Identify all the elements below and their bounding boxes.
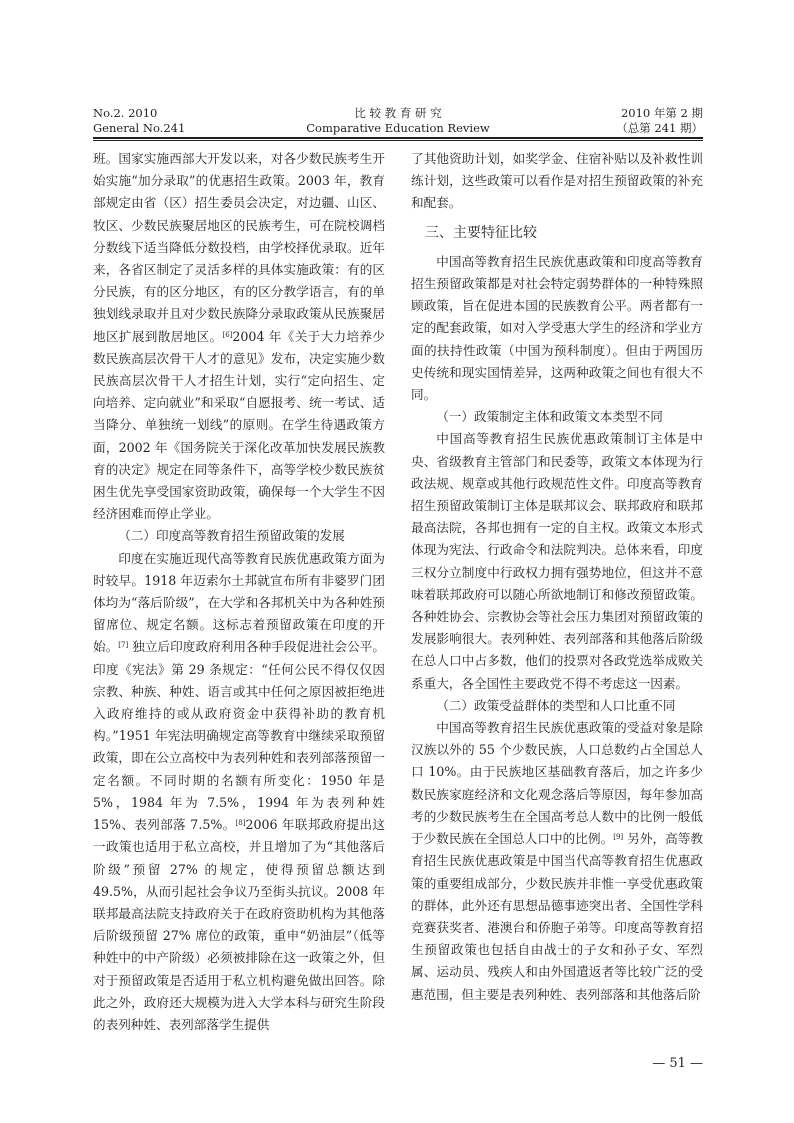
general-number: General No.241 bbox=[93, 121, 186, 135]
paragraph bbox=[411, 717, 703, 1006]
citation-ref: [6] bbox=[222, 330, 233, 339]
paragraph: 中国高等教育招生民族优惠政策制订主体是中央、省级教育主管部门和民委等，政策文本体现为行政法规、规章或其他行政规范性文件。印度高等教育招生预留政策制订主体是联邦议会、联邦政府和联邦最高法院，各邦也拥有一定的自主权。政策文本形式体现为宪法、行政命令和法院判决。总体来看，印度三权分立制度中行政权力拥有强势地位，但这并不意味着联邦政府可以随心所欲地制订和修改预留政策。各种姓协会、宗教协会等社会压力集团对预留政策的发展影响很大。表列种姓、表列部落和其他落后阶级在总人口中占多数，他们的投票对各政党选举成败关系重大，各全国性主要政党不得不考虑这一因素。 bbox=[411, 431, 703, 691]
citation-ref: [9] bbox=[613, 833, 624, 842]
citation-ref: [7] bbox=[118, 641, 129, 650]
paragraph: 了其他资助计划，如奖学金、住宿补贴以及补救性训练计划，这些政策可以看作是对招生预留政策的补充和配套。 bbox=[411, 151, 703, 211]
text-run: 独立后印度政府利用各种手段促进社会公平。印度《宪法》第 29 条规定：“任何公民不得仅仅因宗教、种族、种姓、语言或其中任何之原因被拒绝进入政府维持的或从政府资金中获得补助的教育机构。”1951 年宪法明确规定高等教育中继续采取预留政策，即在公立高校中为表列种姓和表列部落预留一定名额。不同时期的名额有所变化：1950 年是 5%，1984 年为 7.5%，1994 年为表列种姓 15%、表列部落 7.5%。 bbox=[93, 639, 385, 833]
header-rule-thick bbox=[93, 137, 703, 139]
paragraph bbox=[93, 548, 385, 1036]
section-heading: 三、主要特征比较 bbox=[425, 224, 537, 241]
total-issue-cn: （总第 241 期） bbox=[616, 121, 703, 135]
left-column bbox=[93, 148, 385, 1036]
subsection-heading: （二）印度高等教育招生预留政策的发展 bbox=[118, 528, 345, 544]
paragraph bbox=[93, 148, 385, 525]
header-rule-thin bbox=[93, 140, 703, 141]
journal-title-en: Comparative Education Review bbox=[306, 121, 490, 135]
subsection-heading: （二）政策受益群体的类型和人口比重不同 bbox=[436, 697, 676, 713]
issue-number: No.2. 2010 bbox=[93, 106, 158, 120]
text-run: 2006 年联邦政府提出这一政策也适用于私立高校，并且增加了为“其他落后阶级”预留 27% 的规定，使得预留总额达到 49.5%，从而引起社会争议乃至街头抗议。2008 年联邦最高法院支持政府关于在政府资助机构为其他落后阶级预留 27% 席位的政策，重申“奶油层”（低等种姓中的中产阶级）必须被排除在这一政策之外，但对于预留政策是否适用于私立机构避免做出回答。除此之外，政府还大规模为进入大学本科与研究生阶段的表列种姓、表列部落学生提供 bbox=[93, 817, 385, 1032]
paragraph: 中国高等教育招生民族优惠政策和印度高等教育招生预留政策都是对社会特定弱势群体的一种特殊照顾政策，旨在促进本国的民族教育公平。两者都有一定的配套政策，如对入学受惠大学生的经济和学业方面的扶持性政策（中国为预科制度）。但由于两国历史传统和现实国情差异，这两种政策之间也有很大不同。 bbox=[411, 253, 703, 403]
citation-ref: [8] bbox=[235, 819, 246, 828]
subsection-heading: （一）政策制定主体和政策文本类型不同 bbox=[436, 409, 663, 425]
issue-cn: 2010 年第 2 期 bbox=[620, 106, 703, 120]
header-center bbox=[93, 106, 703, 136]
page-number: — 51 — bbox=[652, 1056, 703, 1071]
text-run: 另外，高等教育招生民族优惠政策是中国当代高等教育招生优惠政策的重要组成部分，少数民族并非惟一享受优惠政策的群体，此外还有思想品德事迹突出者、全国性学科竞赛获奖者、港澳台和侨胞子弟等。印度高等教育招生预留政策也包括自由战士的子女和孙子女、军烈属、运动员、残疾人和由外国遣返者等比较广泛的受惠范围，但主要是表列种姓、表列部落和其他落后阶 bbox=[411, 831, 703, 1002]
text-run: 班。国家实施西部大开发以来，对各少数民族考生开始实施“加分录取”的优惠招生政策。2003 年，教育部规定由省（区）招生委员会决定，对边疆、山区、牧区、少数民族聚居地区的民族考生，可在院校调档分数线下适当降低分数投档，由学校择优录取。近年来，各省区制定了灵活多样的具体实施政策：有的区分民族，有的区分地区，有的区分教学语言，有的单独划线录取并且对少数民族降分录取政策从民族聚居地区扩展到散居地区。 bbox=[93, 151, 385, 344]
text-run: 印度在实施近现代高等教育民族优惠政策方面为时较早。1918 年迈索尔土邦就宣布所有非婆罗门团体均为“落后阶级”，在大学和各邦机关中为各种姓预留席位、规定名额。这标志着预留政策在印度的开始。 bbox=[93, 550, 385, 655]
header-right bbox=[616, 106, 703, 136]
right-column bbox=[411, 148, 703, 1006]
text-run: 中国高等教育招生民族优惠政策的受益对象是除汉族以外的 55 个少数民族，人口总数约占全国总人口 10%。由于民族地区基础教育落后，加之许多少数民族家庭经济和文化观念落后等原因，每年参加高考的少数民族考生在全国高考总人数中的比例一般低于少数民族在全国总人口中的比例。 bbox=[411, 720, 703, 847]
journal-title-cn: 比 较 教 育 研 究 bbox=[354, 106, 442, 120]
running-header bbox=[93, 106, 703, 138]
text-run: 2004 年《关于大力培养少数民族高层次骨干人才的意见》发布，决定实施少数民族高层次骨干人才招生计划，实行“定向招生、定向培养、定向就业”和采取“自愿报考、统一考试、适当降分、单独统一划线”的原则。在学生待遇政策方面，2002 年《国务院关于深化改革加快发展民族教育的决定》规定在同等条件下，高等学校少数民族贫困生优先享受国家资助政策，确保每一个大学生不因经济困难而停止学业。 bbox=[93, 328, 385, 522]
